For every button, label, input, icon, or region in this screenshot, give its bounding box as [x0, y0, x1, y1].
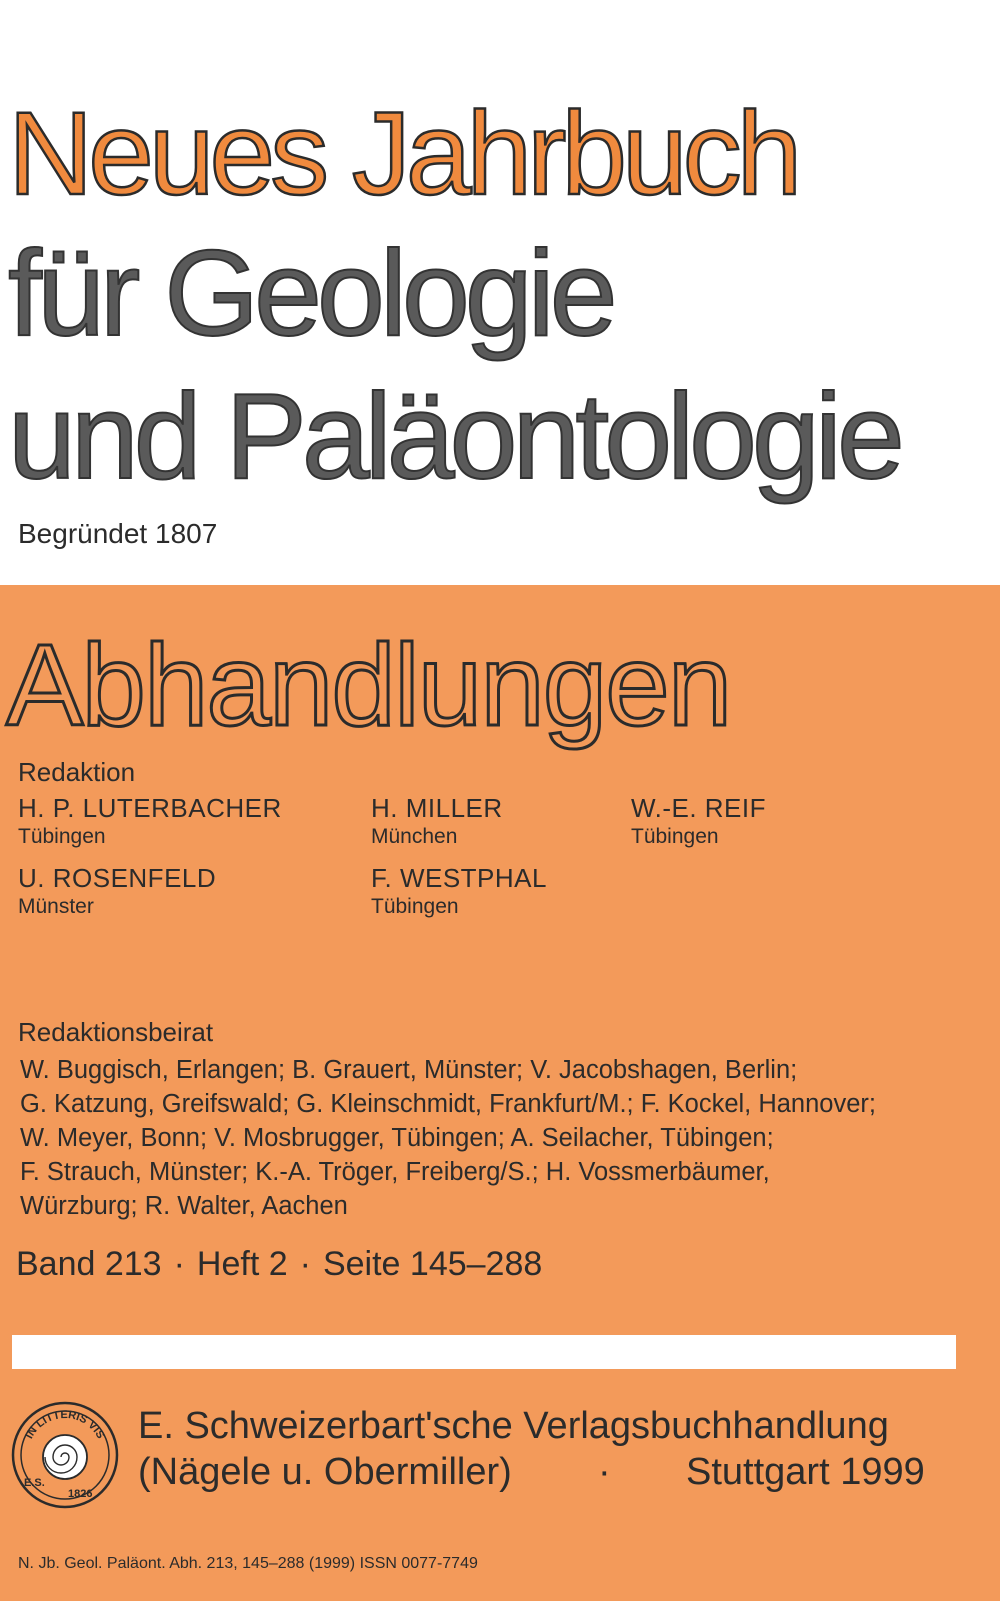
editor-name: H. P. LUTERBACHER: [18, 793, 282, 823]
svg-text:IN LITTERIS VIS: IN LITTERIS VIS: [23, 1408, 107, 1441]
board-line: W. Buggisch, Erlangen; B. Grauert, Münster; V. Jacobshagen, Berlin;: [20, 1056, 798, 1084]
journal-title-line2: für Geologie: [8, 225, 613, 361]
issue-info: [16, 1245, 542, 1284]
editor-name: F. WESTPHAL: [371, 863, 547, 893]
seal-year: 1826: [68, 1488, 93, 1500]
page-range: Seite 145–288: [322, 1245, 543, 1283]
white-band: [12, 1335, 956, 1369]
separator-dot: ·: [173, 1245, 185, 1283]
founded-note: Begründet 1807: [18, 518, 218, 549]
citation-line: N. Jb. Geol. Paläont. Abh. 213, 145–288 (1999) ISSN 0077-7749: [18, 1555, 478, 1572]
editors-label: Redaktion: [18, 757, 136, 787]
separator-dot: ·: [299, 1245, 311, 1283]
editor-name: W.-E. REIF: [631, 793, 766, 823]
orange-panel: [0, 585, 1000, 1601]
advisory-board-list: [20, 1053, 980, 1223]
publisher-name: E. Schweizerbart'sche Verlagsbuchhandlung: [138, 1405, 889, 1447]
publisher-owners: (Nägele u. Obermiller): [138, 1451, 512, 1493]
editor-city: München: [371, 825, 458, 848]
journal-title-line3: und Paläontologie: [8, 368, 900, 504]
board-label: Redaktionsbeirat: [18, 1017, 214, 1047]
editor-name: H. MILLER: [371, 793, 503, 823]
editor-city: Tübingen: [18, 825, 106, 848]
editor-name: U. ROSENFELD: [18, 863, 217, 893]
issue-number: Heft 2: [196, 1245, 288, 1283]
publisher-place-year: Stuttgart 1999: [686, 1451, 925, 1493]
editor-city: Tübingen: [631, 825, 719, 848]
board-line: Würzburg; R. Walter, Aachen: [20, 1192, 348, 1220]
separator-dot: ·: [598, 1451, 611, 1493]
board-line: F. Strauch, Münster; K.-A. Tröger, Freiberg/S.; H. Vossmerbäumer,: [20, 1158, 770, 1186]
volume: Band 213: [16, 1245, 162, 1283]
title-block: [0, 0, 1000, 585]
board-line: W. Meyer, Bonn; V. Mosbrugger, Tübingen; A. Seilacher, Tübingen;: [20, 1124, 774, 1152]
section-title: Abhandlungen: [6, 620, 731, 750]
journal-title-line1: Neues Jahrbuch: [8, 88, 798, 220]
seal-initials: E.S.: [24, 1477, 45, 1489]
editor-city: Münster: [18, 895, 94, 918]
board-line: G. Katzung, Greifswald; G. Kleinschmidt, Frankfurt/M.; F. Kockel, Hannover;: [20, 1090, 876, 1118]
editor-city: Tübingen: [371, 895, 459, 918]
publisher-seal-icon: [10, 1400, 120, 1510]
